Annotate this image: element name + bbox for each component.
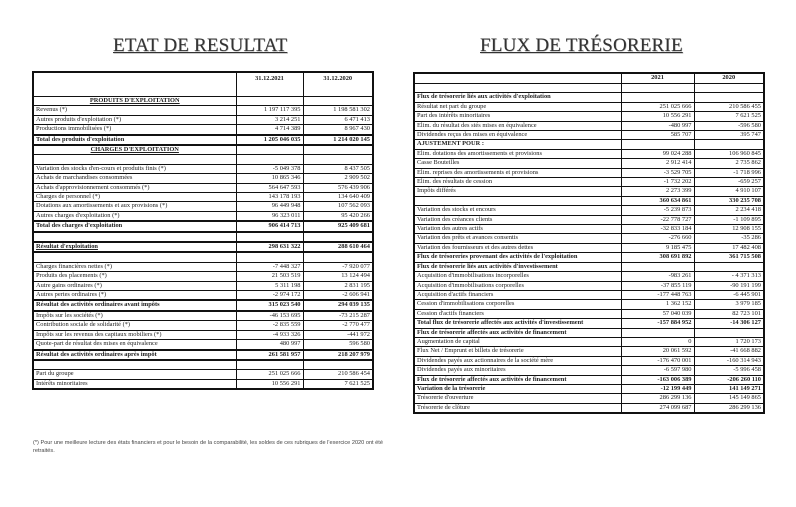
value-current-year: 251 025 666: [236, 370, 303, 379]
value-prior-year: [694, 262, 764, 271]
row-label: Augmentation de capital: [414, 337, 621, 346]
row-label: [33, 232, 236, 242]
value-prior-year: 2 234 418: [694, 206, 764, 215]
value-prior-year: 8 967 430: [303, 125, 373, 135]
table-row: [414, 366, 764, 375]
table-row: [33, 211, 373, 221]
value-prior-year: 17 482 408: [694, 243, 764, 252]
column-header-2021: 31.12.2021: [236, 72, 303, 97]
value-current-year: 9 185 475: [621, 243, 694, 252]
row-label: Trésorerie de clôture: [414, 403, 621, 413]
row-label: Intérêts minoritaires: [33, 379, 236, 389]
row-label: Part du groupe: [33, 370, 236, 379]
table-row: [33, 350, 373, 360]
table-row: [414, 159, 764, 168]
table-row: [414, 300, 764, 309]
table-row: [33, 311, 373, 321]
value-prior-year: -441 972: [303, 330, 373, 339]
value-current-year: 1 362 152: [621, 300, 694, 309]
value-current-year: 3 214 251: [236, 115, 303, 124]
row-label: Cession d'immobilisations corporelles: [414, 300, 621, 309]
row-label: PRODUITS D'EXPLOITATION: [33, 97, 236, 106]
row-label: Total flux de trésorerie affectés aux activités d'investissement: [414, 319, 621, 328]
row-label: Flux de trésorerie liés aux activités d'investissement: [414, 262, 621, 271]
value-current-year: 57 040 039: [621, 309, 694, 318]
value-prior-year: 210 586 454: [303, 370, 373, 379]
value-prior-year: [694, 84, 764, 93]
value-prior-year: 2 831 195: [303, 281, 373, 290]
table-row: [33, 155, 373, 164]
row-label: CHARGES D'EXPLOITATION: [33, 145, 236, 155]
row-label: Flux de trésoreries provenant des activités de l'exploitation: [414, 253, 621, 262]
table-row: [414, 196, 764, 205]
row-label: Charges financières nettes (*): [33, 262, 236, 271]
table-row: [33, 125, 373, 135]
table-row: [414, 319, 764, 328]
value-current-year: 20 061 592: [621, 347, 694, 356]
row-label: Résultat net part du groupe: [414, 102, 621, 111]
value-prior-year: 2 735 862: [694, 159, 764, 168]
row-label: [414, 84, 621, 93]
value-current-year: 251 025 666: [621, 102, 694, 111]
row-label: Flux Net / Emprunt et billets de trésorerie: [414, 347, 621, 356]
value-current-year: -37 855 119: [621, 281, 694, 290]
row-label: Variation des créances clients: [414, 215, 621, 224]
value-prior-year: 7 621 525: [694, 112, 764, 121]
value-current-year: -32 833 184: [621, 225, 694, 234]
value-prior-year: 330 235 708: [694, 196, 764, 205]
value-prior-year: 134 640 409: [303, 193, 373, 202]
value-prior-year: 1 214 020 145: [303, 135, 373, 145]
value-current-year: -176 470 001: [621, 356, 694, 365]
value-prior-year: -659 257: [694, 178, 764, 187]
value-current-year: 0: [621, 337, 694, 346]
value-prior-year: -2 606 941: [303, 291, 373, 301]
row-label: Quote-part de résultat des mises en équivalence: [33, 340, 236, 350]
value-prior-year: -14 306 127: [694, 319, 764, 328]
row-label: Acquisition d'immobilisations incorporelles: [414, 272, 621, 281]
table-row: [414, 121, 764, 130]
value-current-year: 1 197 117 395: [236, 106, 303, 115]
income-statement-body: [33, 97, 373, 390]
value-prior-year: [303, 97, 373, 106]
value-prior-year: 218 207 979: [303, 350, 373, 360]
value-prior-year: 2 909 502: [303, 174, 373, 183]
value-prior-year: -1 718 996: [694, 168, 764, 177]
table-row: [414, 243, 764, 252]
row-label: Variation de la trésorerie: [414, 384, 621, 393]
table-row: [33, 115, 373, 124]
table-row: [414, 262, 764, 271]
value-current-year: [236, 155, 303, 164]
value-current-year: -2 974 172: [236, 291, 303, 301]
row-label: [33, 360, 236, 370]
row-label: Autres charges d'exploitation (*): [33, 211, 236, 221]
column-header-2020: 31.12.2020: [303, 72, 373, 97]
row-label: Achats d'approvisionnement consommés (*): [33, 183, 236, 192]
value-prior-year: [303, 252, 373, 262]
value-current-year: 96 449 948: [236, 202, 303, 211]
row-label: Total des charges d'exploitation: [33, 221, 236, 231]
table-row: [33, 262, 373, 271]
value-current-year: 906 414 713: [236, 221, 303, 231]
value-prior-year: -2 770 477: [303, 321, 373, 330]
table-row: [33, 370, 373, 379]
value-prior-year: 596 580: [303, 340, 373, 350]
table-row: [33, 145, 373, 155]
row-label: Résultat des activités ordinaires avant impôts: [33, 300, 236, 310]
value-current-year: 315 023 540: [236, 300, 303, 310]
value-current-year: -7 448 327: [236, 262, 303, 271]
value-current-year: 5 311 198: [236, 281, 303, 290]
value-current-year: [621, 140, 694, 149]
value-current-year: 2 273 399: [621, 187, 694, 196]
value-prior-year: 7 621 525: [303, 379, 373, 389]
row-label: Elim. des résultats de cession: [414, 178, 621, 187]
table-row: [33, 174, 373, 183]
header-label-cell: [414, 73, 621, 84]
row-label: Casse Bouteilles: [414, 159, 621, 168]
row-label: Productions immobilisées (*): [33, 125, 236, 135]
table-header-row: [33, 72, 373, 97]
value-current-year: -983 261: [621, 272, 694, 281]
row-label: Résultat d'exploitation: [33, 242, 236, 252]
table-row: [414, 356, 764, 365]
value-current-year: 261 581 957: [236, 350, 303, 360]
row-label: Flux de trésorerie liés aux activités d'exploitation: [414, 93, 621, 102]
footnote: (*) Pour une meilleure lecture des états financiers et pour le besoin de la comparabilité, les soldes de ces rubriques de l'exercice 2020 ont été retraités.: [33, 440, 383, 454]
row-label: Charges de personnel (*): [33, 193, 236, 202]
table-row: [33, 291, 373, 301]
row-label: Produits des placements (*): [33, 272, 236, 281]
table-row: [33, 202, 373, 211]
value-current-year: [236, 252, 303, 262]
table-row: [414, 328, 764, 337]
value-current-year: [236, 232, 303, 242]
value-prior-year: 286 299 136: [694, 403, 764, 413]
table-row: [414, 84, 764, 93]
row-label: Dotations aux amortissements et aux provisions (*): [33, 202, 236, 211]
table-row: [33, 164, 373, 173]
value-prior-year: 294 039 135: [303, 300, 373, 310]
value-prior-year: 925 409 681: [303, 221, 373, 231]
value-prior-year: [303, 360, 373, 370]
table-row: [414, 290, 764, 299]
value-prior-year: 13 124 494: [303, 272, 373, 281]
value-prior-year: [303, 155, 373, 164]
value-prior-year: [303, 145, 373, 155]
table-row: [414, 131, 764, 140]
row-label: Dividendes reçus des mises en équivalence: [414, 131, 621, 140]
value-current-year: 96 323 011: [236, 211, 303, 221]
row-label: [33, 155, 236, 164]
row-label: Impôts différés: [414, 187, 621, 196]
value-prior-year: -5 996 458: [694, 366, 764, 375]
table-row: [414, 234, 764, 243]
value-current-year: -2 835 559: [236, 321, 303, 330]
value-prior-year: 95 420 266: [303, 211, 373, 221]
table-row: [414, 281, 764, 290]
table-row: [33, 183, 373, 192]
table-row: [414, 206, 764, 215]
table-row: [33, 221, 373, 231]
value-current-year: -12 199 449: [621, 384, 694, 393]
cash-flow-body: [414, 84, 764, 414]
value-current-year: [621, 328, 694, 337]
cash-flow-title: FLUX DE TRÉSORERIE: [480, 35, 683, 56]
value-current-year: 564 647 593: [236, 183, 303, 192]
value-current-year: [621, 84, 694, 93]
value-prior-year: 82 723 101: [694, 309, 764, 318]
table-row: [414, 102, 764, 111]
value-prior-year: -1 109 895: [694, 215, 764, 224]
table-row: [33, 252, 373, 262]
value-prior-year: 3 979 185: [694, 300, 764, 309]
table-row: [414, 225, 764, 234]
value-current-year: -46 153 695: [236, 311, 303, 321]
row-label: [414, 196, 621, 205]
header-label-cell: [33, 72, 236, 97]
table-row: [414, 215, 764, 224]
table-row: [414, 149, 764, 158]
table-row: [414, 93, 764, 102]
value-current-year: 143 178 193: [236, 193, 303, 202]
table-row: [414, 309, 764, 318]
row-label: Dividendes payés aux minoritaires: [414, 366, 621, 375]
row-label: Variation des prêts et avances consentis: [414, 234, 621, 243]
value-current-year: 585 707: [621, 131, 694, 140]
value-prior-year: -596 580: [694, 121, 764, 130]
table-row: [33, 330, 373, 339]
column-header-2021: 2021: [621, 73, 694, 84]
value-prior-year: 576 439 906: [303, 183, 373, 192]
row-label: Contribution sociale de solidarité (*): [33, 321, 236, 330]
table-row: [414, 337, 764, 346]
table-row: [33, 281, 373, 290]
value-current-year: -163 006 389: [621, 375, 694, 384]
value-current-year: [236, 97, 303, 106]
table-row: [414, 112, 764, 121]
value-current-year: 10 556 291: [236, 379, 303, 389]
row-label: Cession d'actifs financiers: [414, 309, 621, 318]
table-row: [414, 272, 764, 281]
value-prior-year: -7 920 077: [303, 262, 373, 271]
value-prior-year: 395 747: [694, 131, 764, 140]
value-prior-year: 141 149 271: [694, 384, 764, 393]
value-current-year: -22 778 727: [621, 215, 694, 224]
table-row: [414, 384, 764, 393]
table-row: [414, 253, 764, 262]
value-prior-year: -90 191 199: [694, 281, 764, 290]
income-statement-table: [32, 71, 374, 390]
value-current-year: 308 691 892: [621, 253, 694, 262]
table-row: [414, 347, 764, 356]
value-prior-year: 1 198 581 302: [303, 106, 373, 115]
row-label: Variation des fournisseurs et des autres dettes: [414, 243, 621, 252]
row-label: Elim. reprises des amortissements et provisions: [414, 168, 621, 177]
table-row: [33, 193, 373, 202]
table-row: [414, 168, 764, 177]
value-prior-year: -160 314 943: [694, 356, 764, 365]
value-current-year: [236, 360, 303, 370]
value-current-year: 286 299 136: [621, 394, 694, 403]
table-row: [33, 232, 373, 242]
value-current-year: [621, 93, 694, 102]
row-label: Part des intérêts minoritaires: [414, 112, 621, 121]
column-header-2020: 2020: [694, 73, 764, 84]
value-current-year: -157 884 952: [621, 319, 694, 328]
row-label: Flux de trésorerie affectés aux activités de financement: [414, 375, 621, 384]
table-header-row: [414, 73, 764, 84]
table-row: [33, 272, 373, 281]
row-label: Total des produits d'exploitation: [33, 135, 236, 145]
value-current-year: -5 049 378: [236, 164, 303, 173]
table-row: [33, 340, 373, 350]
row-label: Variation des stocks d'en-cours et produits finis (*): [33, 164, 236, 173]
table-row: [33, 106, 373, 115]
row-label: AJUSTEMENT POUR :: [414, 140, 621, 149]
value-prior-year: 145 149 865: [694, 394, 764, 403]
row-label: Impôts sur les revenus des capitaux mobiliers (*): [33, 330, 236, 339]
table-row: [414, 178, 764, 187]
value-current-year: 99 024 288: [621, 149, 694, 158]
value-prior-year: -35 286: [694, 234, 764, 243]
row-label: Autres produits d'exploitation (*): [33, 115, 236, 124]
row-label: Variation des stocks et encours: [414, 206, 621, 215]
cash-flow-table: [413, 72, 765, 414]
value-current-year: -480 997: [621, 121, 694, 130]
value-prior-year: -206 260 110: [694, 375, 764, 384]
row-label: Elim. du résultat des stés mises en équivalence: [414, 121, 621, 130]
row-label: Dividendes payés aux actionnaires de la société mère: [414, 356, 621, 365]
value-prior-year: 210 586 455: [694, 102, 764, 111]
row-label: Variation des autres actifs: [414, 225, 621, 234]
value-current-year: 360 634 861: [621, 196, 694, 205]
value-current-year: [621, 262, 694, 271]
value-prior-year: [303, 232, 373, 242]
income-statement-title: ETAT DE RESULTAT: [113, 35, 288, 56]
value-current-year: [236, 145, 303, 155]
value-current-year: 21 503 519: [236, 272, 303, 281]
value-current-year: 10 865 346: [236, 174, 303, 183]
row-label: Acquisition d'actifs financiers: [414, 290, 621, 299]
row-label: Trésorerie d'ouverture: [414, 394, 621, 403]
table-row: [33, 242, 373, 252]
value-current-year: -4 933 326: [236, 330, 303, 339]
row-label: Achats de marchandises consommées: [33, 174, 236, 183]
table-row: [33, 300, 373, 310]
value-current-year: -5 239 873: [621, 206, 694, 215]
value-prior-year: [694, 93, 764, 102]
value-prior-year: -41 668 882: [694, 347, 764, 356]
row-label: Impôts sur les sociétés (*): [33, 311, 236, 321]
value-current-year: 4 714 389: [236, 125, 303, 135]
table-row: [414, 394, 764, 403]
value-current-year: 298 631 322: [236, 242, 303, 252]
value-prior-year: 107 562 093: [303, 202, 373, 211]
table-row: [414, 375, 764, 384]
table-row: [414, 187, 764, 196]
value-current-year: -3 529 705: [621, 168, 694, 177]
value-prior-year: [694, 140, 764, 149]
value-prior-year: 361 715 508: [694, 253, 764, 262]
value-prior-year: 6 471 413: [303, 115, 373, 124]
value-prior-year: 8 437 505: [303, 164, 373, 173]
value-current-year: -6 597 980: [621, 366, 694, 375]
value-current-year: -177 448 763: [621, 290, 694, 299]
value-prior-year: 12 908 155: [694, 225, 764, 234]
value-prior-year: 106 960 845: [694, 149, 764, 158]
row-label: Elim. dotations des amortissements et provisions: [414, 149, 621, 158]
value-current-year: 10 556 291: [621, 112, 694, 121]
value-prior-year: [694, 328, 764, 337]
value-prior-year: - 4 371 313: [694, 272, 764, 281]
row-label: Autre gains ordinaires (*): [33, 281, 236, 290]
table-row: [414, 403, 764, 413]
table-row: [33, 360, 373, 370]
value-prior-year: 4 910 107: [694, 187, 764, 196]
value-current-year: -1 732 202: [621, 178, 694, 187]
table-row: [33, 135, 373, 145]
value-prior-year: 1 720 173: [694, 337, 764, 346]
row-label: Revenus (*): [33, 106, 236, 115]
value-current-year: 2 912 414: [621, 159, 694, 168]
table-row: [33, 379, 373, 389]
value-current-year: -276 660: [621, 234, 694, 243]
table-row: [33, 97, 373, 106]
value-current-year: 274 099 687: [621, 403, 694, 413]
row-label: Résultat des activités ordinaires après impôt: [33, 350, 236, 360]
row-label: Acquisition d'immobilisations corporelles: [414, 281, 621, 290]
value-prior-year: 288 610 464: [303, 242, 373, 252]
table-row: [33, 321, 373, 330]
table-row: [414, 140, 764, 149]
row-label: [33, 252, 236, 262]
value-current-year: 480 997: [236, 340, 303, 350]
value-current-year: 1 205 046 035: [236, 135, 303, 145]
row-label: Autres pertes ordinaires (*): [33, 291, 236, 301]
row-label: Flux de trésorerie affectés aux activités de financement: [414, 328, 621, 337]
value-prior-year: -6 445 901: [694, 290, 764, 299]
value-prior-year: -73 215 287: [303, 311, 373, 321]
